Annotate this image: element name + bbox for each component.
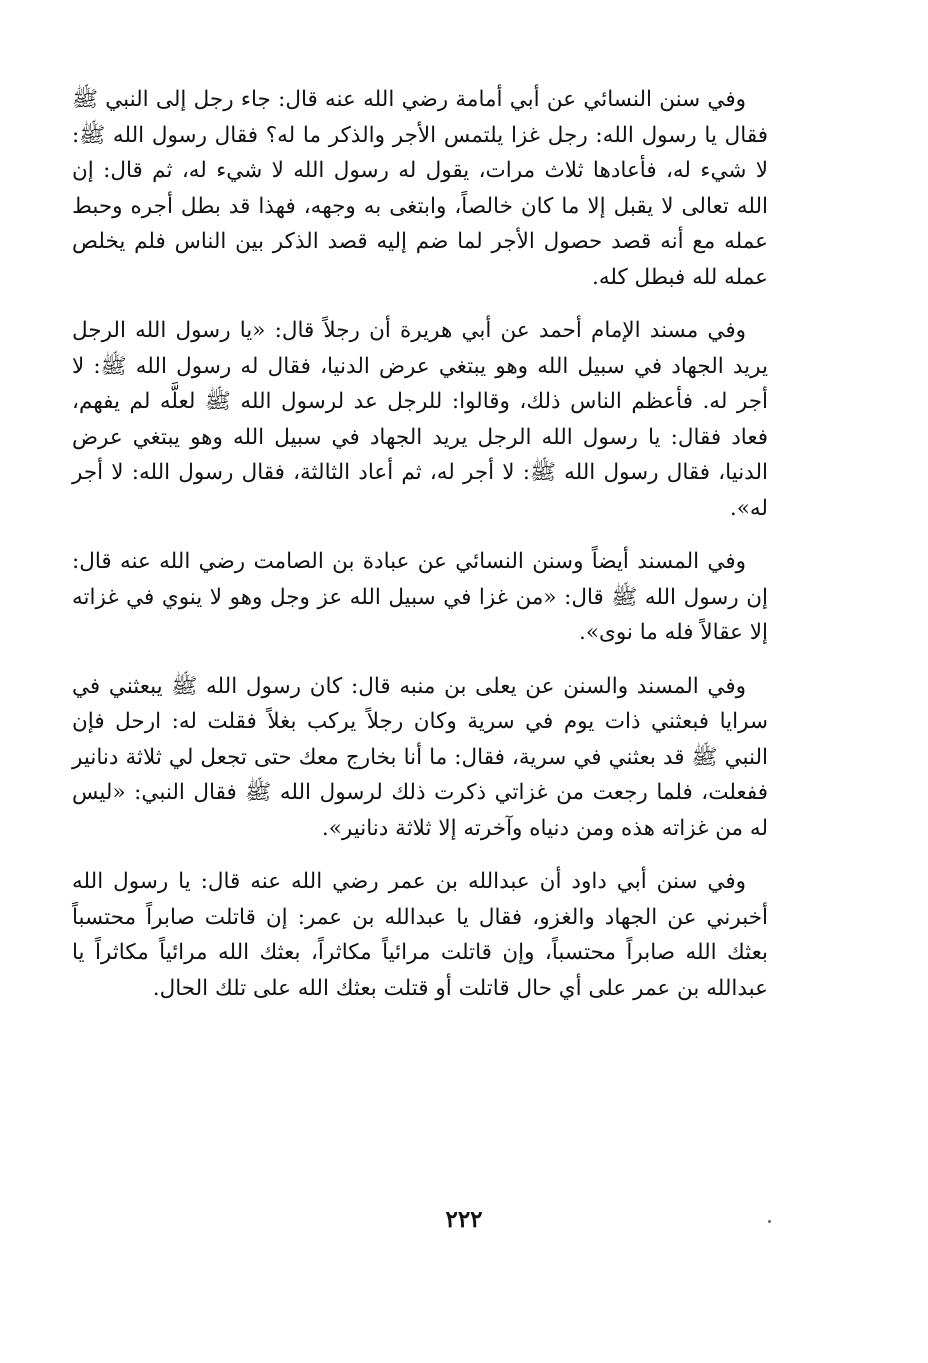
body-text [72, 82, 768, 1024]
paragraph-abu-hurairah: وفي مسند الإمام أحمد عن أبي هريرة أن رجلاً قال: «يا رسول الله الرجل يريد الجهاد في سبيل الله وهو يبتغي عرض الدنيا، فقال له رسول الله ﷺ: لا أجر له. فأعظم الناس ذلك، وقالوا: للرجل عد لرسول الله ﷺ لعلَّه لم يفهم، فعاد فقال: يا رسول الله الرجل يريد الجهاد في سبيل الله وهو يبتغي عرض الدنيا، فقال رسول الله ﷺ: لا أجر له، ثم أعاد الثالثة، فقال رسول الله: لا أجر له». [72, 318, 768, 521]
scan-speck [768, 1220, 771, 1223]
paragraph-ubadah: وفي المسند أيضاً وسنن النسائي عن عبادة بن الصامت رضي الله عنه قال: إن رسول الله ﷺ قال: «من غزا في سبيل الله عز وجل وهو لا ينوي في غزاته إلا عقالاً فله ما نوى». [72, 549, 768, 645]
paragraph-yala: وفي المسند والسنن عن يعلى بن منبه قال: كان رسول الله ﷺ يبعثني في سرايا فبعثني ذات يوم في سرية وكان رجلاً يركب بغلاً فقلت له: ارحل فإن النبي ﷺ قد بعثني في سرية، فقال: ما أنا بخارج معك حتى تجعل لي ثلاثة دنانير ففعلت، فلما رجعت من غزاتي ذكرت ذلك لرسول الله ﷺ فقال النبي: «ليس له من غزاته هذه ومن دنياه وآخرته إلا ثلاثة دنانير». [72, 673, 768, 841]
page-number: ٢٢٢ [445, 1206, 483, 1233]
paragraph-abu-umamah: وفي سنن النسائي عن أبي أمامة رضي الله عنه قال: جاء رجل إلى النبي ﷺ فقال يا رسول الله: رجل غزا يلتمس الأجر والذكر ما له؟ فقال رسول الله ﷺ: لا شيء له، فأعادها ثلاث مرات، يقول له رسول الله لا شيء له، ثم قال: إن الله تعالى لا يقبل إلا ما كان خالصاً، وابتغى به وجهه، فهذا قد بطل أجره وحبط عمله مع أنه قصد حصول الأجر لما ضم إليه قصد الذكر بين الناس فلم يخلص عمله لله فبطل كله. [72, 87, 768, 290]
paragraph-abdullah-ibn-umar: وفي سنن أبي داود أن عبدالله بن عمر رضي الله عنه قال: يا رسول الله أخبرني عن الجهاد والغزو، فقال يا عبدالله بن عمر: إن قاتلت صابراً محتسباً بعثك الله صابراً محتسباً، وإن قاتلت مرائياً مكاثراً، بعثك الله مرائياً مكاثراً يا عبدالله بن عمر على أي حال قاتلت أو قتلت بعثك الله على تلك الحال. [72, 869, 768, 1001]
